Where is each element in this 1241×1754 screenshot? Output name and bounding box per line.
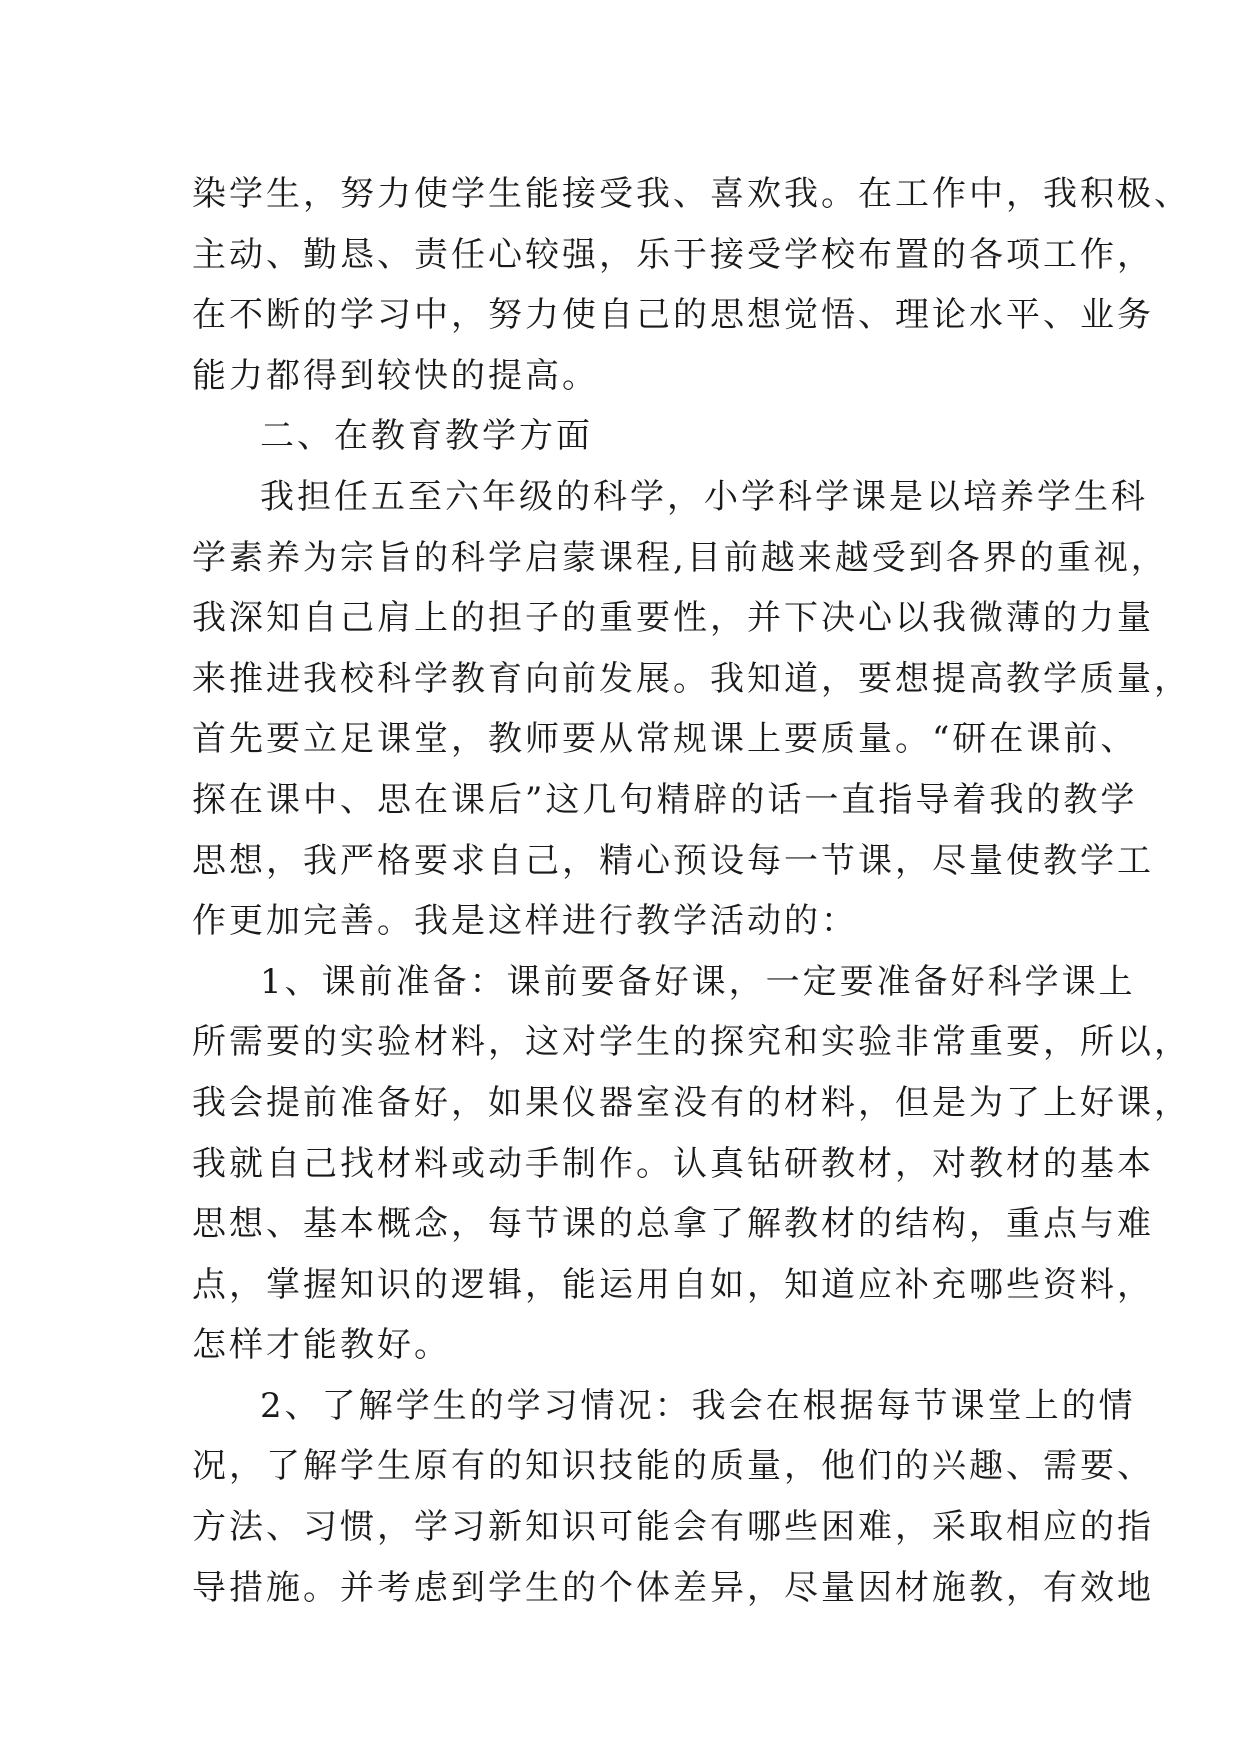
text-line: 主动、勤恳、责任心较强，乐于接受学校布置的各项工作，: [192, 234, 1154, 275]
text-line: 在不断的学习中，努力使自己的思想觉悟、理论水平、业务: [192, 295, 1154, 336]
text-line: 1、课前准备：课前要备好课，一定要准备好科学课上: [260, 961, 1136, 1002]
text-line: 思想，我严格要求自己，精心预设每一节课，尽量使教学工: [192, 840, 1154, 881]
text-line: 探在课中、思在课后”这几句精辟的话一直指导着我的教学: [192, 779, 1138, 820]
text-line: 学素养为宗旨的科学启蒙课程,目前越来越受到各界的重视，: [192, 537, 1168, 578]
text-line: 作更加完善。我是这样进行教学活动的：: [192, 901, 858, 942]
text-line: 我担任五至六年级的科学，小学科学课是以培养学生科: [260, 476, 1148, 517]
text-line: 所需要的实验材料，这对学生的探究和实验非常重要，所以，: [192, 1022, 1191, 1063]
text-line: 2、了解学生的学习情况：我会在根据每节课堂上的情: [260, 1385, 1136, 1426]
text-line: 染学生，努力使学生能接受我、喜欢我。在工作中，我积极、: [192, 174, 1191, 214]
text-line: 能力都得到较快的提高。: [192, 355, 599, 396]
text-line: 方法、习惯，学习新知识可能会有哪些困难，采取相应的指: [192, 1507, 1154, 1548]
section-heading: 二、在教育教学方面: [260, 416, 593, 457]
text-line: 首先要立足课堂，教师要从常规课上要质量。“研在课前、: [192, 719, 1138, 760]
text-line: 况，了解学生原有的知识技能的质量，他们的兴趣、需要、: [192, 1446, 1154, 1487]
text-line: 来推进我校科学教育向前发展。我知道，要想提高教学质量，: [192, 658, 1191, 699]
text-line: 思想、基本概念，每节课的总拿了解教材的结构，重点与难: [192, 1204, 1154, 1245]
text-line: 我深知自己肩上的担子的重要性，并下决心以我微薄的力量: [192, 598, 1154, 639]
text-line: 导措施。并考虑到学生的个体差异，尽量因材施教，有效地: [192, 1567, 1154, 1608]
text-line: 点，掌握知识的逻辑，能运用自如，知道应补充哪些资料，: [192, 1264, 1154, 1305]
text-line: 怎样才能教好。: [192, 1325, 451, 1366]
document-body: [192, 164, 1191, 1618]
text-line: 我就自己找材料或动手制作。认真钻研教材，对教材的基本: [192, 1143, 1154, 1184]
text-line: 我会提前准备好，如果仪器室没有的材料，但是为了上好课，: [192, 1082, 1191, 1123]
